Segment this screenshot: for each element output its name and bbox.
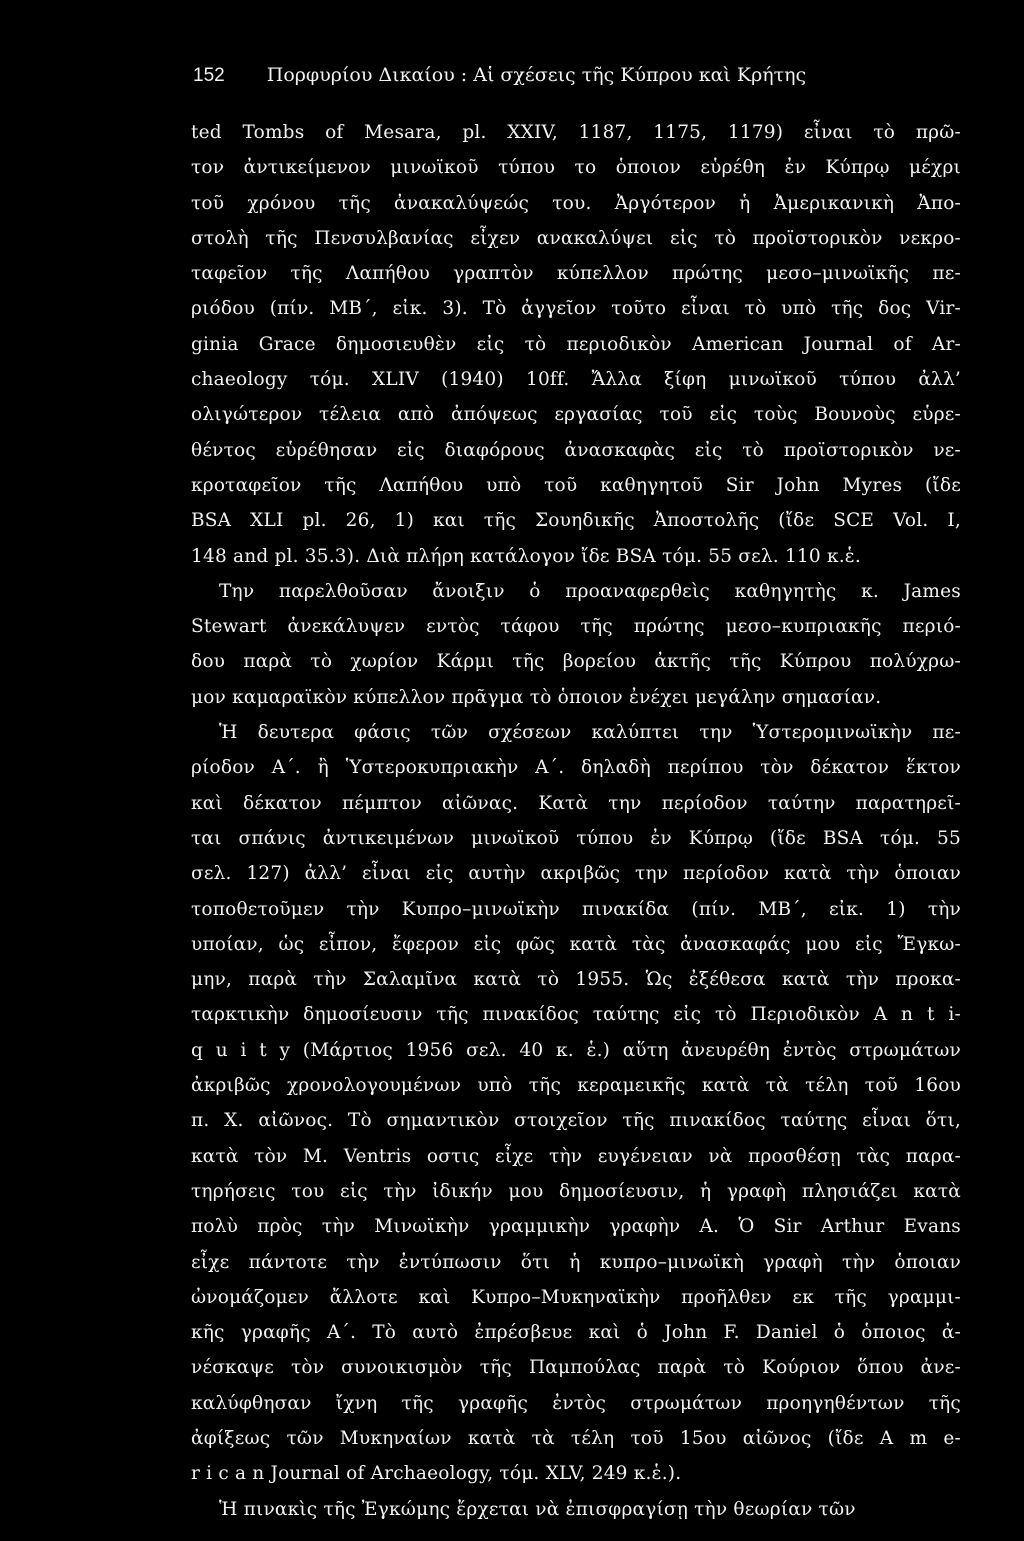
text-line: καὶ δέκατον πέμπτον αἰῶνας. Κατὰ την περίοδον ταύτην παρατηρεῖ- xyxy=(191,792,961,814)
text-line: ἀφίξεως τῶν Μυκηναίων κατὰ τὰ τέλη τοῦ 15ου αἰῶνος (ἴδε A m e- xyxy=(191,1427,961,1449)
text-line: ἀκριβῶς χρονολογουμένων υπὸ τῆς κεραμεικῆς κατὰ τὰ τέλη τοῦ 16ου xyxy=(191,1075,961,1097)
text-line: q u i t y (Μάρτιος 1956 σελ. 40 κ. ἑ.) αὕτη ἀνευρέθη ἐντὸς στρωμάτων xyxy=(191,1039,961,1061)
text-line: ται σπάνις ἀντικειμένων μινωϊκοῦ τύπου ἐν Κύπρῳ (ἴδε BSA τόμ. 55 xyxy=(191,827,961,849)
text-line: τοῦ χρόνου τῆς ἀνακαλύψεώς του. Ἀργότερον ἡ Ἀμερικανικὴ Ἀπο- xyxy=(191,192,961,214)
text-line: εἶχε πάντοτε τὴν ἐντύπωσιν ὅτι ἡ κυπρο–μινωϊκὴ γραφὴ τὴν ὁποιαν xyxy=(191,1251,961,1273)
text-line: σελ. 127) ἀλλ’ εἶναι εἰς αυτὴν ακριβῶς την περίοδον κατὰ τὴν ὁποιαν xyxy=(191,863,961,885)
text-line: ταφεῖον τῆς Λαπήθου γραπτὸν κύπελλον πρώτης μεσο–μινωϊκῆς πε- xyxy=(191,263,961,285)
text-line: ταρκτικὴν δημοσίευσιν τῆς πινακίδος ταύτης εἰς τὸ Περιοδικὸν A n t i- xyxy=(191,1004,961,1026)
text-line: κῆς γραφῆς Α΄. Τὸ αυτὸ ἐπρέσβευε καὶ ὁ John F. Daniel ὁ ὁποιος ἀ- xyxy=(191,1322,961,1344)
text-line: ὠνομάζομεν ἄλλοτε καὶ Κυπρο–Μυκηναϊκὴν προῆλθεν εκ τῆς γραμμι- xyxy=(191,1286,961,1308)
text-line: μον καμαραϊκὸν κύπελλον πρᾶγμα τὸ ὁποιον ἐνέχει μεγάλην σημασίαν. xyxy=(191,686,882,708)
text-line: ρίοδον Α΄. ἢ Ὑστεροκυπριακὴν Α΄. δηλαδὴ περίπου τὸν δέκατον ἕκτον xyxy=(191,757,961,779)
page-number: 152 xyxy=(193,65,225,86)
text-line: καλύφθησαν ἴχνη τῆς γραφῆς ἐντὸς στρωμάτων προηγηθέντων τῆς xyxy=(191,1392,961,1414)
text-line: στολὴ τῆς Πενσυλβανίας εἶχεν ανακαλύψει εἰς τὸ προϊστορικὸν νεκρο- xyxy=(191,227,961,249)
text-line: θέντος εὑρέθησαν εἰς διαφόρους ἀνασκαφὰς εἰς τὸ προϊστορικὸν νε- xyxy=(191,439,961,461)
text-line: 148 and pl. 35.3). Διὰ πλήρη κατάλογον ἴδε BSA τόμ. 55 σελ. 110 κ.ἑ. xyxy=(191,545,861,567)
paragraph-start: Την παρελθοῦσαν ἄνοιξιν ὁ προαναφερθεὶς καθηγητὴς κ. James xyxy=(219,580,961,602)
text-line: ριόδου (πίν. ΜΒ΄, εἰκ. 3). Τὸ ἀγγεῖον τοῦτο εἶναι τὸ υπὸ τῆς δος Vir- xyxy=(191,298,961,320)
text-line: μην, παρὰ τὴν Σαλαμῖνα κατὰ τὸ 1955. Ὡς ἐξέθεσα κατὰ τὴν προκα- xyxy=(191,969,961,991)
text-line: chaeology τόμ. XLIV (1940) 10ff. Ἄλλα ξίφη μινωϊκοῦ τύπου ἀλλ’ xyxy=(191,369,961,391)
text-line: ted Tombs of Mesara, pl. XXIV, 1187, 1175, 1179) εἶναι τὸ πρῶ- xyxy=(191,122,961,143)
text-line: Stewart ἀνεκάλυψεν εντὸς τάφου τῆς πρώτης μεσο–κυπριακῆς περιό- xyxy=(191,616,961,638)
text-line: τον ἀντικείμενον μινωϊκοῦ τύπου το ὁποιον εὑρέθη ἐν Κύπρῳ μέχρι xyxy=(191,157,961,179)
text-line: τηρήσεις του εἰς τὴν ἰδικήν μου δημοσίευσιν, ἡ γραφὴ πλησιάζει κατὰ xyxy=(191,1180,961,1202)
running-title: Πορφυρίου Δικαίου : Αἱ σχέσεις τῆς Κύπρου καὶ Κρήτης xyxy=(266,64,807,86)
page-header xyxy=(193,64,953,94)
text-line: κροταφεῖον τῆς Λαπήθου υπὸ τοῦ καθηγητοῦ Sir John Myres (ἴδε xyxy=(191,474,961,496)
paragraph-start: Ἡ δευτερα φάσις τῶν σχέσεων καλύπτει την Ὑστερομινωϊκὴν πε- xyxy=(219,722,961,744)
text-line: π. Χ. αἰῶνος. Τὸ σημαντικὸν στοιχεῖον τῆς πινακίδος ταύτης εἶναι ὅτι, xyxy=(191,1110,961,1132)
text-line: ολιγώτερον τέλεια απὸ ἀπόψεως εργασίας τοῦ εἰς τοὺς Βουνοὺς εὑρε- xyxy=(191,404,961,426)
text-line: τοποθετοῦμεν τὴν Κυπρο–μινωϊκὴν πινακίδα (πίν. ΜΒ΄, εἰκ. 1) τὴν xyxy=(191,898,961,920)
text-line: πολὺ πρὸς τὴν Μινωϊκὴν γραμμικὴν γραφὴν Α. Ὁ Sir Arthur Evans xyxy=(191,1216,961,1238)
text-line: νέσκαψε τὸν συνοικισμὸν τῆς Παμπούλας παρὰ τὸ Κούριον ὅπου ἀνε- xyxy=(191,1357,961,1379)
text-line: υποίαν, ὡς εἶπον, ἔφερον εἰς φῶς κατὰ τὰς ἀνασκαφάς μου εἰς Ἔγκω- xyxy=(191,933,961,955)
text-body xyxy=(191,115,961,1527)
text-line: δου παρὰ τὸ χωρίον Κάρμι τῆς βορείου ἀκτῆς τῆς Κύπρου πολύχρω- xyxy=(191,651,961,673)
text-line: ginia Grace δημοσιευθὲν εἰς τὸ περιοδικὸν American Journal of Ar- xyxy=(191,333,961,355)
paragraph-start: Ἡ πινακὶς τῆς Ἐγκώμης ἔρχεται νὰ ἐπισφραγίσῃ τὴν θεωρίαν τῶν xyxy=(219,1498,856,1520)
text-line: r i c a n Journal of Archaeology, τόμ. XLV, 249 κ.ἑ.). xyxy=(191,1463,682,1485)
text-line: κατὰ τὸν Μ. Ventris οστις εἶχε τὴν ευγένειαν νὰ προσθέσῃ τὰς παρα- xyxy=(191,1145,961,1167)
text-line: BSA XLI pl. 26, 1) και τῆς Σουηδικῆς Ἀποστολῆς (ἴδε SCE Vol. I, xyxy=(191,510,961,532)
